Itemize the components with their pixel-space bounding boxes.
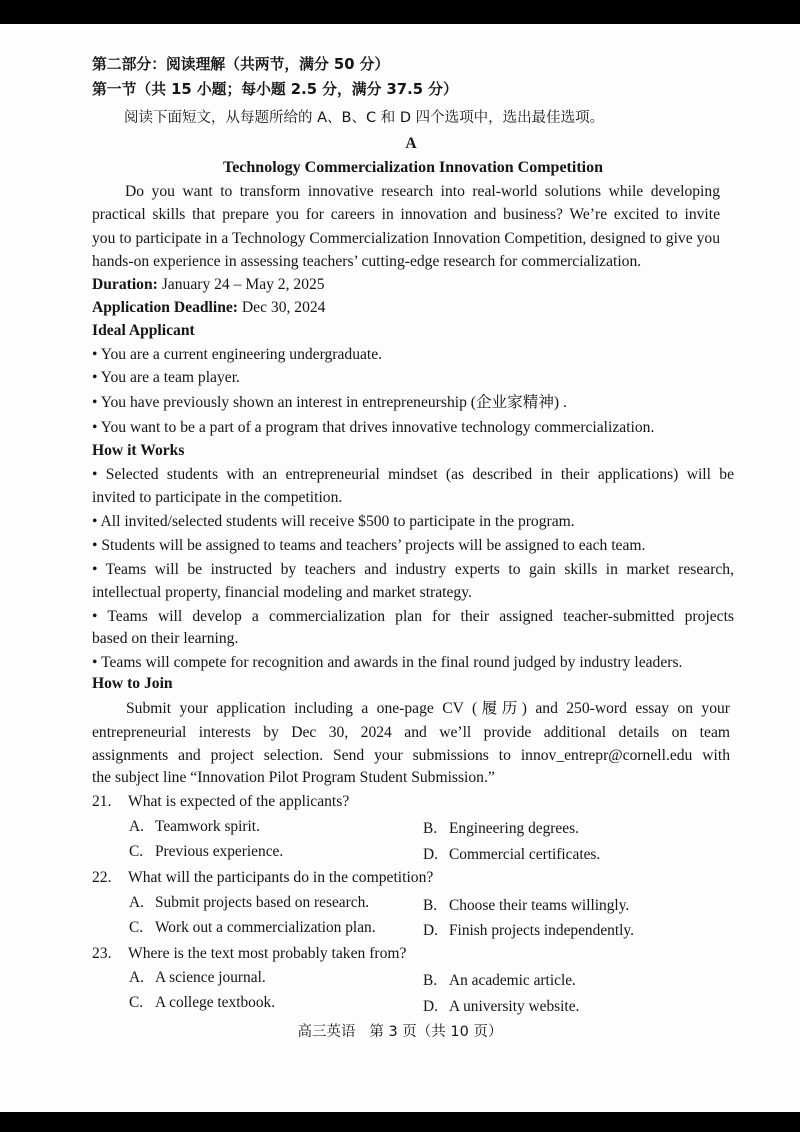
- ideal-item: • You have previously shown an interest in entrepreneurship (企业家精神) .: [92, 394, 567, 411]
- question-21: [92, 791, 349, 813]
- option-21-c[interactable]: C. Previous experience.: [129, 843, 284, 860]
- join-line: entrepreneurial interests by Dec 30, 2024 and we’ll provide additional details on team: [92, 724, 730, 741]
- intro-line: Do you want to transform innovative research into real-world solutions while developing: [125, 183, 720, 200]
- how-line: • Students will be assigned to teams and teachers’ projects will be assigned to each team.: [92, 537, 646, 554]
- how-line: invited to participate in the competition.: [92, 489, 343, 506]
- option-22-c[interactable]: C. Work out a commercialization plan.: [129, 919, 376, 936]
- passage-label: A: [405, 135, 417, 152]
- duration-value: January 24 – May 2, 2025: [157, 276, 325, 293]
- join-line: assignments and project selection. Send your submissions to innov_entrepr@cornell.edu with: [92, 747, 730, 764]
- intro-line: practical skills that prepare you for careers in innovation and business? We’re excited to invite: [92, 206, 720, 223]
- question-text: What is expected of the applicants?: [128, 793, 350, 810]
- deadline-value: Dec 30, 2024: [238, 299, 326, 316]
- how-line: • Teams will compete for recognition and awards in the final round judged by industry leaders.: [92, 654, 683, 671]
- option-23-a[interactable]: A. A science journal.: [129, 969, 266, 986]
- option-22-b[interactable]: B. Choose their teams willingly.: [423, 897, 630, 914]
- ideal-item: • You want to be a part of a program that drives innovative technology commercialization.: [92, 419, 655, 436]
- question-text: Where is the text most probably taken from?: [128, 945, 407, 962]
- how-to-join-heading: How to Join: [92, 675, 173, 692]
- option-23-b[interactable]: B. An academic article.: [423, 972, 576, 989]
- scan-border-top: [0, 0, 800, 24]
- part-title: 第二部分：阅读理解（共两节，满分 50 分）: [92, 56, 390, 73]
- intro-line: hands-on experience in assessing teachers’ cutting-edge research for commercialization.: [92, 253, 642, 270]
- ideal-item: • You are a current engineering undergraduate.: [92, 346, 383, 363]
- question-text: What will the participants do in the competition?: [128, 869, 434, 886]
- question-22: [92, 867, 433, 889]
- join-line: Submit your application including a one-page CV (履历) and 250-word essay on your: [126, 700, 730, 717]
- how-line: • Selected students with an entrepreneurial mindset (as described in their applications) will be: [92, 466, 734, 483]
- duration-label: Duration:: [92, 276, 158, 293]
- how-line: • Teams will be instructed by teachers and industry experts to gain skills in market research,: [92, 561, 734, 578]
- join-line: the subject line “Innovation Pilot Program Student Submission.”: [92, 769, 495, 786]
- question-23: [92, 943, 406, 965]
- question-number: 21.: [92, 793, 112, 810]
- duration-line: [92, 274, 325, 296]
- passage-title: Technology Commercialization Innovation Competition: [222, 159, 603, 176]
- option-21-d[interactable]: D. Commercial certificates.: [423, 846, 601, 863]
- option-22-a[interactable]: A. Submit projects based on research.: [129, 894, 370, 911]
- deadline-label: Application Deadline:: [92, 299, 238, 316]
- how-line: based on their learning.: [92, 630, 239, 647]
- option-23-c[interactable]: C. A college textbook.: [129, 994, 276, 1011]
- how-line: intellectual property, financial modeling and market strategy.: [92, 584, 472, 601]
- how-it-works-heading: How it Works: [92, 442, 185, 459]
- intro-line: you to participate in a Technology Commercialization Innovation Competition, designed to give you: [92, 230, 720, 247]
- scan-border-bottom: [0, 1112, 800, 1132]
- how-line: • Teams will develop a commercialization plan for their assigned teacher-submitted projects: [92, 608, 734, 625]
- deadline-line: [92, 297, 325, 319]
- ideal-item: • You are a team player.: [92, 369, 240, 386]
- option-22-d[interactable]: D. Finish projects independently.: [423, 922, 634, 939]
- section-title: 第一节（共 15 小题；每小题 2.5 分，满分 37.5 分）: [92, 81, 458, 98]
- option-21-b[interactable]: B. Engineering degrees.: [423, 820, 579, 837]
- page-footer: 高三英语 第 3 页（共 10 页）: [297, 1024, 503, 1040]
- question-number: 22.: [92, 869, 112, 886]
- question-number: 23.: [92, 945, 112, 962]
- option-23-d[interactable]: D. A university website.: [423, 998, 580, 1015]
- instruction-text: 阅读下面短文，从每题所给的 A、B、C 和 D 四个选项中，选出最佳选项。: [124, 110, 605, 126]
- option-21-a[interactable]: A. Teamwork spirit.: [129, 818, 260, 835]
- ideal-applicant-heading: Ideal Applicant: [92, 322, 195, 339]
- how-line: • All invited/selected students will receive $500 to participate in the program.: [92, 513, 575, 530]
